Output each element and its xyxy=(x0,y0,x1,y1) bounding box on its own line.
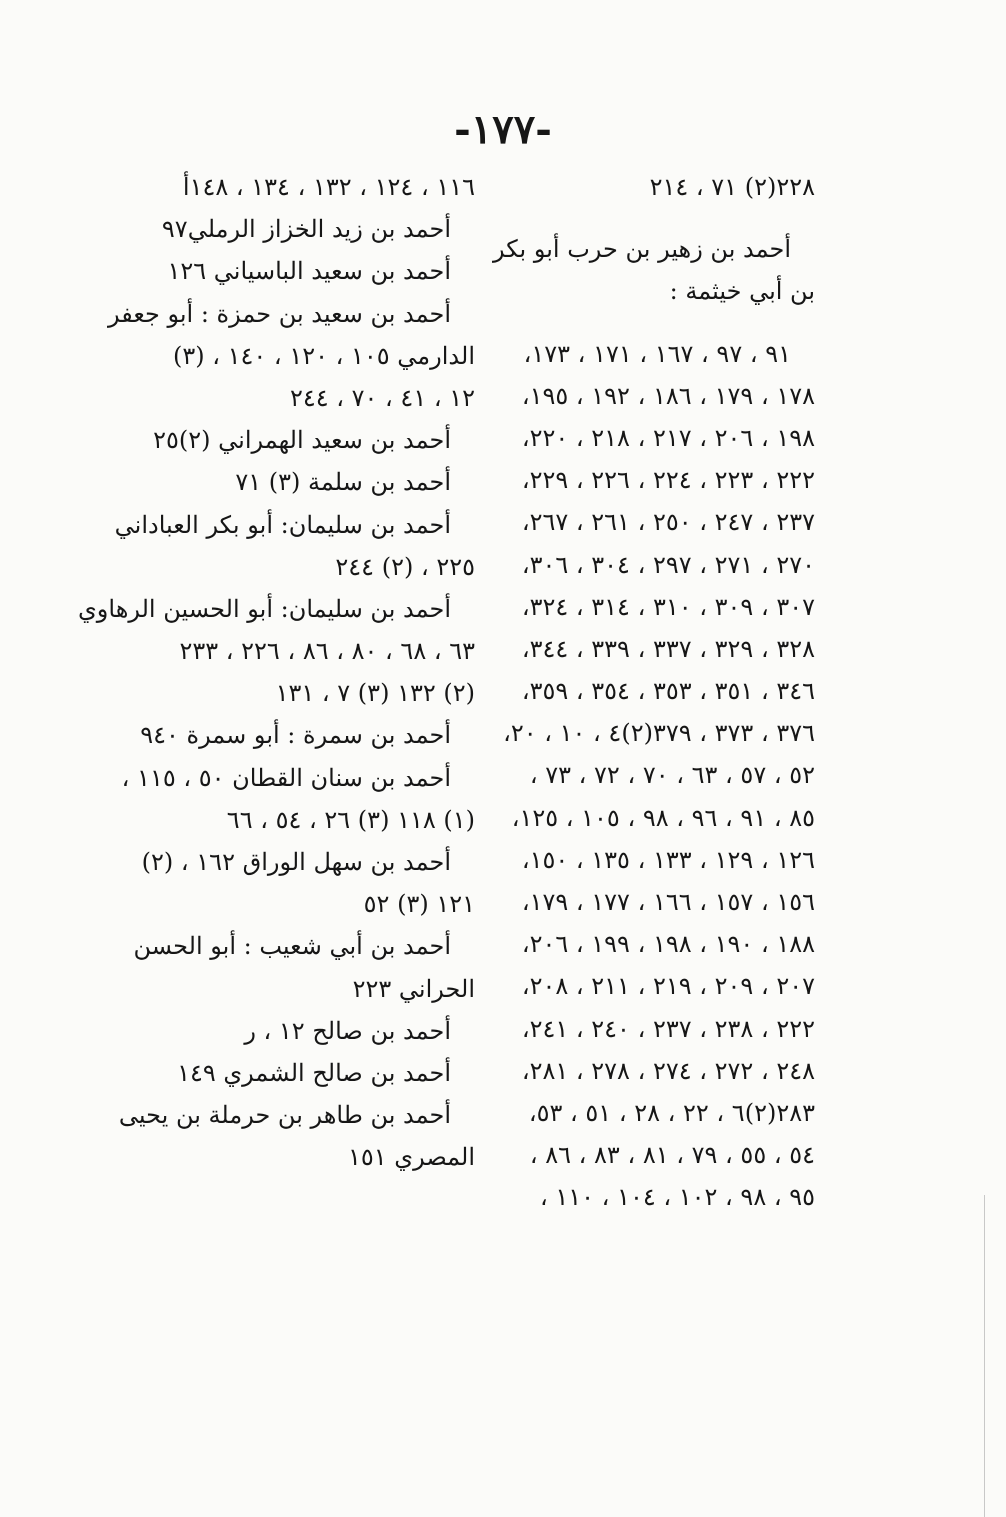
index-entry-heading: أحمد بن أبي شعيب : أبو الحسن xyxy=(133,932,451,961)
spacer xyxy=(500,313,815,333)
index-entry-line: ٩١ ، ٩٧ ، ١٦٧ ، ١٧١ ، ١٧٣، xyxy=(523,339,791,368)
index-entry-line: ٥٢ ، ٥٧ ، ٦٣ ، ٧٠ ، ٧٢ ، ٧٣ ، xyxy=(529,761,815,790)
index-entry-line: ١٢٦ ، ١٢٩ ، ١٣٣ ، ١٣٥ ، ١٥٠، xyxy=(521,845,815,874)
index-entry-line: ٢٢٢ ، ٢٢٣ ، ٢٢٤ ، ٢٢٦ ، ٢٢٩، xyxy=(521,466,815,495)
index-entry-line: ٢٧٠ ، ٢٧١ ، ٢٩٧ ، ٣٠٤ ، ٣٠٦، xyxy=(521,550,815,579)
index-entry-line: ٢٢٢ ، ٢٣٨ ، ٢٣٧ ، ٢٤٠ ، ٢٤١، xyxy=(521,1014,815,1043)
index-entry-line: بن أبي خيثمة : xyxy=(669,277,815,306)
index-entry-heading: أحمد بن صالح الشمري ١٤٩ xyxy=(177,1058,451,1087)
index-entry-line: ٣٠٧ ، ٣٠٩ ، ٣١٠ ، ٣١٤ ، ٣٢٤، xyxy=(521,592,815,621)
index-entry-line: ٣٤٦ ، ٣٥١ ، ٣٥٣ ، ٣٥٤ ، ٣٥٩، xyxy=(521,677,815,706)
index-entry-line: ٣٢٨ ، ٣٢٩ ، ٣٣٧ ، ٣٣٩ ، ٣٤٤، xyxy=(521,634,815,663)
index-entry-heading: أحمد بن سليمان: أبو الحسين الرهاوي xyxy=(78,594,451,623)
index-entry-line: ١٧٨ ، ١٧٩ ، ١٨٦ ، ١٩٢ ، ١٩٥، xyxy=(521,381,815,410)
index-entry-line: ٢٤٨ ، ٢٧٢ ، ٢٧٤ ، ٢٧٨ ، ٢٨١، xyxy=(521,1056,815,1085)
index-entry-heading: أحمد بن سهل الوراق ١٦٢ ، (٢) xyxy=(141,848,451,876)
index-entry-heading: أحمد بن سليمان: أبو بكر العباداني xyxy=(114,510,451,539)
index-column-right xyxy=(493,166,815,1219)
index-entry-line: ٣٧٦ ، ٣٧٣ ، ٣٧٩(٢)٤ ، ١٠ ، ٢٠، xyxy=(503,719,815,748)
index-entry-line: ٢٢٥ ، (٢) ٢٤٤ xyxy=(335,552,475,581)
index-entry-heading: أحمد بن سعيد الباسياني ١٢٦ xyxy=(167,257,451,286)
index-entry-line: ١١٦ ، ١٢٤ ، ١٣٢ ، ١٣٤ ، ١٤٨أ xyxy=(182,173,475,201)
index-entry-line: ١٢ ، ٤١ ، ٧٠ ، ٢٤٤ xyxy=(289,383,475,412)
page-number: -١٧٧- xyxy=(454,106,552,153)
index-entry-line: ٢٨٣(٢)٦ ، ٢٢ ، ٢٨ ، ٥١ ، ٥٣، xyxy=(528,1098,815,1127)
index-entry-heading: أحمد بن سنان القطان ٥٠ ، ١١٥ ، xyxy=(121,763,451,792)
index-entry-line: ١٢١ (٣) ٥٢ xyxy=(363,890,475,919)
index-entry-heading: أحمد بن زهير بن حرب أبو بكر xyxy=(493,235,791,264)
index-entry-line: ٥٤ ، ٥٥ ، ٧٩ ، ٨١ ، ٨٣ ، ٨٦ ، xyxy=(529,1141,815,1170)
index-entry-line: الدارمي ١٠٥ ، ١٢٠ ، ١٤٠ ، (٣) xyxy=(172,341,475,370)
index-entry-line: ٦٣ ، ٦٨ ، ٨٠ ، ٨٦ ، ٢٢٦ ، ٢٣٣ xyxy=(179,637,475,666)
index-entry-line: ٩٥ ، ٩٨ ، ١٠٢ ، ١٠٤ ، ١١٠ ، xyxy=(539,1183,815,1212)
index-entry-heading: أحمد بن طاهر بن حرملة بن يحيى xyxy=(118,1101,451,1130)
index-entry-line: ٢٢٨(٢) ٧١ ، ٢١٤ xyxy=(649,173,815,201)
index-entry-line: المصري ١٥١ xyxy=(348,1143,475,1172)
index-entry-heading: أحمد بن سعيد الهمراني (٢)٢٥ xyxy=(153,426,451,455)
index-entry-heading: أحمد بن صالح ١٢ ، ر xyxy=(244,1016,451,1045)
index-entry-heading: أحمد بن سلمة (٣) ٧١ xyxy=(235,468,451,497)
index-entry-line: ٨٥ ، ٩١ ، ٩٦ ، ٩٨ ، ١٠٥ ، ١٢٥، xyxy=(511,803,815,832)
index-entry-line: الحراني ٢٢٣ xyxy=(352,974,475,1003)
index-entry-line: ٢٣٧ ، ٢٤٧ ، ٢٥٠ ، ٢٦١ ، ٢٦٧، xyxy=(521,508,815,537)
index-entry-line: ٢٠٧ ، ٢٠٩ ، ٢١٩ ، ٢١١ ، ٢٠٨، xyxy=(521,972,815,1001)
index-entry-heading: أحمد بن سمرة : أبو سمرة ٩٤٠ xyxy=(140,721,451,750)
index-entry-heading: أحمد بن سعيد بن حمزة : أبو جعفر xyxy=(108,299,451,328)
index-entry-heading: أحمد بن زيد الخزاز الرملي٩٧ xyxy=(161,215,451,244)
index-entry-line: (١) ١١٨ (٣) ٢٦ ، ٥٤ ، ٦٦ xyxy=(226,805,475,834)
spacer xyxy=(500,208,815,228)
index-entry-line: ١٥٦ ، ١٥٧ ، ١٦٦ ، ١٧٧ ، ١٧٩، xyxy=(521,888,815,916)
index-entry-line: ١٩٨ ، ٢٠٦ ، ٢١٧ ، ٢١٨ ، ٢٢٠، xyxy=(521,423,815,452)
index-column-left xyxy=(78,166,475,1179)
scan-edge-line xyxy=(984,1195,985,1517)
index-entry-line: ١٨٨ ، ١٩٠ ، ١٩٨ ، ١٩٩ ، ٢٠٦، xyxy=(521,930,815,959)
index-entry-line: (٢) ١٣٢ (٣) ٧ ، ١٣١ xyxy=(275,679,475,708)
